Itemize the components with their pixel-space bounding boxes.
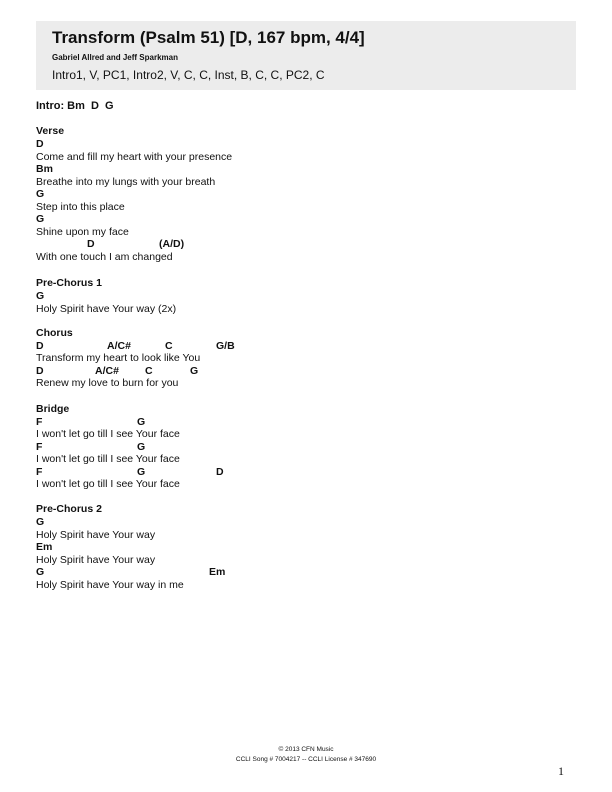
chord-line [36, 138, 42, 150]
chord-line [36, 290, 45, 302]
lyric-line: Holy Spirit have Your way (2x) [36, 303, 177, 315]
chord-line [36, 213, 45, 225]
chord: G [36, 566, 45, 578]
chord: D [36, 340, 44, 352]
chord-line [36, 188, 45, 200]
chord: Bm [36, 163, 53, 175]
section-label-prechorus-2: Pre-Chorus 2 [36, 503, 102, 515]
copyright-text: © 2013 CFN Music [278, 746, 334, 753]
chord-line [36, 365, 336, 377]
license-text: CCLI Song # 7004217 -- CCLI License # 347690 [235, 756, 377, 763]
page-number: 1 [558, 764, 564, 778]
chord-line [36, 340, 336, 352]
song-order: Intro1, V, PC1, Intro2, V, C, C, Inst, B, C, C, PC2, C [52, 68, 325, 82]
chord-line [36, 416, 336, 428]
song-title: Transform (Psalm 51) [D, 167 bpm, 4/4] [52, 28, 365, 47]
chord-line [36, 566, 336, 578]
chord: G [190, 365, 199, 377]
chord: D [36, 365, 44, 377]
chord: D [216, 466, 224, 478]
lyric-line: I won't let go till I see Your face [36, 428, 180, 440]
section-label-prechorus-1: Pre-Chorus 1 [36, 277, 102, 289]
chord: G [137, 466, 146, 478]
section-label-bridge: Bridge [36, 403, 70, 415]
chord-line [36, 163, 53, 175]
lyric-line: Renew my love to burn for you [36, 377, 179, 389]
chord: G [36, 516, 45, 528]
lyric-line: Holy Spirit have Your way [36, 554, 156, 566]
chord: F [36, 416, 43, 428]
chord: G [36, 188, 45, 200]
lyric-line: Holy Spirit have Your way [36, 529, 156, 541]
chord: A/C# [95, 365, 119, 377]
lyric-line: Breathe into my lungs with your breath [36, 176, 216, 188]
chord: G [36, 290, 45, 302]
lyric-line: Transform my heart to look like You [36, 352, 201, 364]
song-authors: Gabriel Allred and Jeff Sparkman [52, 53, 178, 62]
chord: G/B [216, 340, 235, 352]
intro-line: Intro: Bm D G [36, 100, 114, 112]
lyric-line: Holy Spirit have Your way in me [36, 579, 184, 591]
chord: C [145, 365, 153, 377]
lyric-line: Shine upon my face [36, 226, 129, 238]
chord: G [36, 213, 45, 225]
chord: C [165, 340, 173, 352]
lyric-line: I won't let go till I see Your face [36, 453, 180, 465]
chord: (A/D) [159, 238, 185, 250]
chord: D [87, 238, 95, 250]
chord-line [36, 441, 336, 453]
chord-line [36, 541, 53, 553]
section-label-verse: Verse [36, 125, 65, 137]
song-header [36, 21, 576, 90]
lyric-line: Step into this place [36, 201, 125, 213]
chord: F [36, 466, 43, 478]
chord: Em [36, 541, 53, 553]
lyric-line: Come and fill my heart with your presence [36, 151, 233, 163]
chord: F [36, 441, 43, 453]
chord-line [36, 516, 45, 528]
chord: G [137, 416, 146, 428]
lyric-line: I won't let go till I see Your face [36, 478, 180, 490]
chord: A/C# [107, 340, 131, 352]
chord: D [36, 138, 44, 150]
lyric-line: With one touch I am changed [36, 251, 173, 263]
chord-line [36, 466, 336, 478]
section-label-chorus: Chorus [36, 327, 73, 339]
chord: Em [209, 566, 226, 578]
chord-line [36, 238, 336, 250]
chord: G [137, 441, 146, 453]
